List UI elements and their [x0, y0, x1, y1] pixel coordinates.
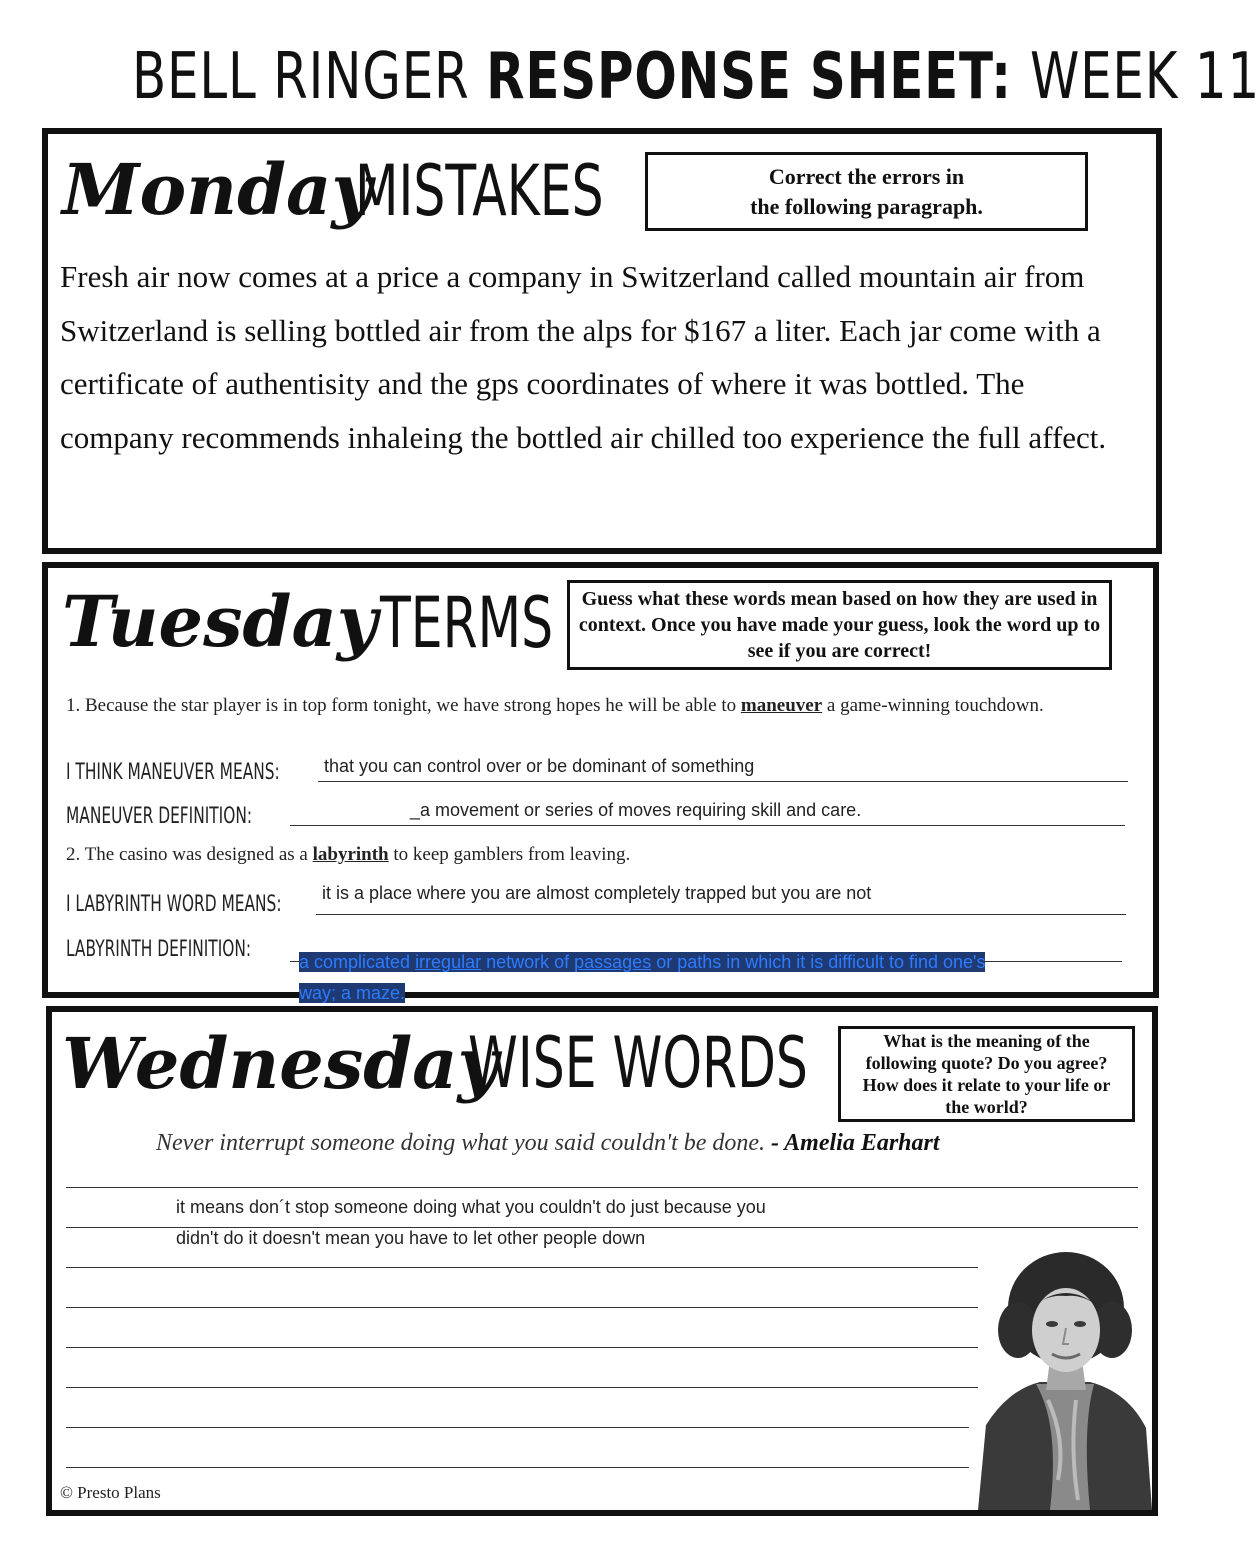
wednesday-quote [156, 1130, 940, 1157]
portrait-photo [978, 1250, 1152, 1510]
q1-vocab-word: maneuver [740, 695, 823, 716]
tuesday-day-title: Tuesday [62, 580, 378, 663]
response-line [66, 1187, 1138, 1188]
title-part3: : [991, 40, 1030, 114]
copyright-notice: © Presto Plans [60, 1483, 161, 1502]
tuesday-heading: TERMS [380, 582, 554, 664]
q2-def-part2: network of [481, 952, 575, 972]
q1-text-after: a game-winning touchdown. [822, 695, 1044, 716]
quote-text: Never interrupt someone doing what you said couldn't be done. [156, 1130, 766, 1156]
tuesday-question-1 [66, 693, 1106, 719]
q2-definition-label: LABYRINTH DEFINITION: [66, 937, 252, 962]
monday-instruction-line2: the following paragraph. [750, 193, 983, 219]
title-part2: RESPONSE SHEET [486, 40, 992, 114]
response-line [66, 1467, 969, 1468]
wednesday-answer-line1[interactable]: it means don´t stop someone doing what you couldn't do just because you [176, 1197, 766, 1217]
response-line [66, 1307, 1031, 1308]
q1-definition-answer[interactable]: _a movement or series of moves requiring skill and care. [410, 800, 862, 820]
tuesday-instructions: Guess what these words mean based on how they are used in context. Once you have made your guess, look the word up to see if you are correct! [567, 580, 1112, 670]
q1-think-answer[interactable]: that you can control over or be dominant of something [324, 756, 755, 776]
q2-think-answer[interactable]: it is a place where you are almost completely trapped but you are not [322, 883, 872, 903]
q1-text-before: Because the star player is in top form tonight, we have strong hopes he will be able to [80, 695, 741, 716]
monday-day-title: Monday [62, 148, 373, 231]
title-part1: BELL RINGER [132, 40, 487, 114]
monday-instructions [645, 152, 1088, 231]
passages-link[interactable]: passages [574, 952, 652, 972]
q2-def-part3: or paths in which it is difficult to find one's [651, 952, 986, 972]
q1-number: 1. [66, 695, 81, 716]
q2-def-highlight-line1 [299, 952, 985, 972]
response-line [66, 1387, 1016, 1388]
monday-heading: MISTAKES [355, 150, 604, 232]
q1-definition-label: MANEUVER DEFINITION: [66, 804, 253, 829]
wednesday-instructions: What is the meaning of the following quote? Do you agree? How does it relate to your life or the world? [838, 1026, 1135, 1122]
q2-definition-answer[interactable] [299, 947, 985, 1009]
response-line [66, 1267, 1046, 1268]
wednesday-answer-line2[interactable]: didn't do it doesn't mean you have to let other people down [176, 1228, 646, 1248]
q2-text-after: to keep gamblers from leaving. [388, 844, 631, 865]
q1-definition-line [290, 825, 1125, 826]
q2-def-part1: a complicated [299, 952, 416, 972]
irregular-link[interactable]: irregular [415, 952, 482, 972]
q2-think-label: I LABYRINTH WORD MEANS: [66, 892, 282, 917]
tuesday-question-2 [66, 842, 1106, 868]
q1-think-line [318, 781, 1128, 782]
wednesday-day-title: Wednesday [62, 1022, 499, 1105]
response-line [66, 1347, 1031, 1348]
monday-paragraph: Fresh air now comes at a price a company in Switzerland called mountain air from Switzerland is selling bottled air from the alps for $167 a liter. Each jar come with a certificate of authentisity and the gps coordinates of where it was bottled. The company recommends inhaleing the bottled air chilled too experience the full affect. [60, 259, 1107, 455]
wednesday-heading: WISE WORDS [468, 1022, 808, 1104]
q2-text-before: 2. The casino was designed as a [66, 844, 313, 865]
quote-author: - Amelia Earhart [765, 1130, 940, 1156]
q2-think-line [316, 914, 1126, 915]
title-part4: WEEK 11 [1029, 40, 1260, 114]
q2-def-highlight-line2: way; a maze. [299, 983, 406, 1003]
response-line [66, 1427, 969, 1428]
q2-vocab-word: labyrinth [312, 844, 389, 865]
sheet-title [132, 40, 1260, 114]
monday-instruction-line1: Correct the errors in [768, 163, 965, 189]
q1-think-label: I THINK MANEUVER MEANS: [66, 760, 280, 785]
